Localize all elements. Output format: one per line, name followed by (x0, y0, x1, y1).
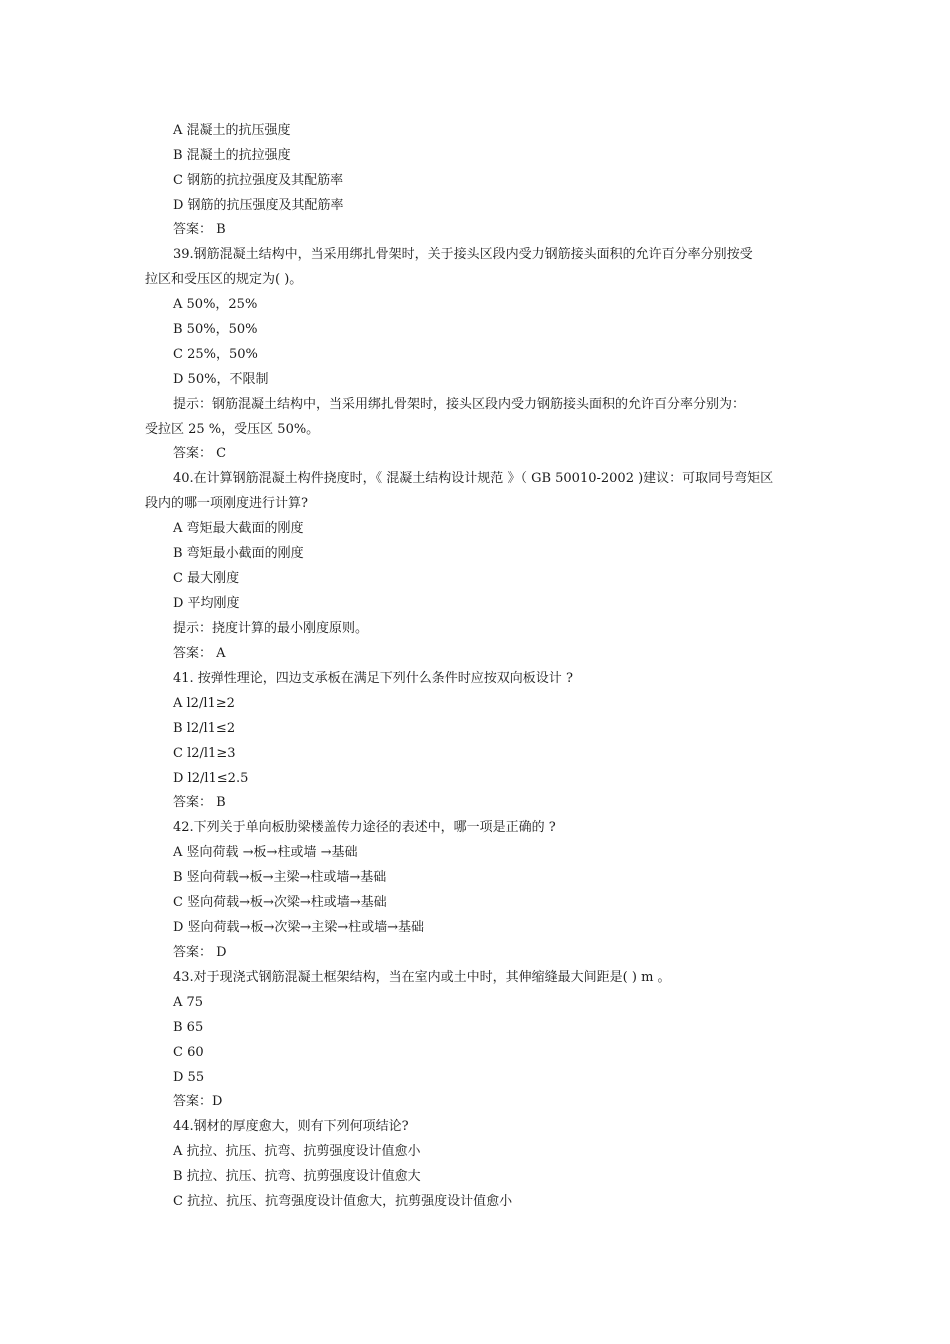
option-d-line: D 平均刚度 (173, 596, 240, 611)
option-a-line: A 竖向荷载 →板→柱或墙 →基础 (173, 845, 358, 860)
option-d-line: D l2/l1≤2.5 (173, 771, 249, 786)
question-39: 39.钢筋混凝土结构中，当采用绑扎骨架时，关于接头区段内受力钢筋接头面积的允许百分率分别按受 (173, 247, 753, 262)
answer-line: 答案： B (173, 795, 226, 810)
hint-line-cont: 受拉区 25 %，受压区 50%。 (145, 422, 320, 437)
question-39-cont: 拉区和受压区的规定为( )。 (145, 272, 303, 287)
option-a-line: A 抗拉、抗压、抗弯、抗剪强度设计值愈小 (173, 1144, 421, 1159)
question-44: 44.钢材的厚度愈大，则有下列何项结论? (173, 1119, 409, 1134)
option-d-line: D 55 (173, 1070, 205, 1085)
question-43: 43.对于现浇式钢筋混凝土框架结构，当在室内或土中时，其伸缩缝最大间距是( ) m 。 (173, 970, 671, 985)
option-d-line: D 竖向荷载→板→次梁→主梁→柱或墙→基础 (173, 920, 425, 935)
answer-line: 答案： A (173, 646, 226, 661)
option-c-line: C 最大刚度 (173, 571, 240, 586)
option-a-line: A 弯矩最大截面的刚度 (173, 521, 304, 536)
option-b-line: B l2/l1≤2 (173, 721, 236, 736)
question-40-cont: 段内的哪一项刚度进行计算? (145, 496, 308, 511)
question-40: 40.在计算钢筋混凝土构件挠度时，《 混凝土结构设计规范 》（ GB 50010-2002 )建议：可取同号弯矩区 (173, 471, 774, 486)
hint-line: 提示：挠度计算的最小刚度原则。 (173, 621, 369, 636)
option-c-line: C 抗拉、抗压、抗弯强度设计值愈大，抗剪强度设计值愈小 (173, 1194, 513, 1209)
option-d-line: D 50%，不限制 (173, 372, 269, 387)
option-b-line: B 65 (173, 1020, 204, 1035)
option-b-line: B 抗拉、抗压、抗弯、抗剪强度设计值愈大 (173, 1169, 421, 1184)
option-a-line: A l2/l1≥2 (173, 696, 235, 711)
option-b-line: B 混凝土的抗拉强度 (173, 148, 291, 163)
option-c-line: C 竖向荷载→板→次梁→柱或墙→基础 (173, 895, 387, 910)
option-a-line: A 混凝土的抗压强度 (173, 123, 291, 138)
hint-line: 提示：钢筋混凝土结构中，当采用绑扎骨架时，接头区段内受力钢筋接头面积的允许百分率分别为： (173, 397, 746, 412)
option-d-line: D 钢筋的抗压强度及其配筋率 (173, 198, 344, 213)
option-c-line: C 钢筋的抗拉强度及其配筋率 (173, 173, 344, 188)
option-b-line: B 弯矩最小截面的刚度 (173, 546, 304, 561)
answer-line: 答案： B (173, 222, 226, 237)
option-a-line: A 75 (173, 995, 204, 1010)
answer-line: 答案： C (173, 446, 227, 461)
option-a-line: A 50%，25% (173, 297, 258, 312)
answer-line: 答案： D (173, 945, 227, 960)
option-b-line: B 50%，50% (173, 322, 258, 337)
option-c-line: C 25%，50% (173, 347, 258, 362)
option-b-line: B 竖向荷载→板→主梁→柱或墙→基础 (173, 870, 387, 885)
option-c-line: C l2/l1≥3 (173, 746, 236, 761)
question-42: 42.下列关于单向板肋梁楼盖传力途径的表述中，哪一项是正确的 ? (173, 820, 556, 835)
option-c-line: C 60 (173, 1045, 204, 1060)
answer-line: 答案：D (173, 1094, 223, 1109)
question-41: 41. 按弹性理论，四边支承板在满足下列什么条件时应按双向板设计 ? (173, 671, 573, 686)
